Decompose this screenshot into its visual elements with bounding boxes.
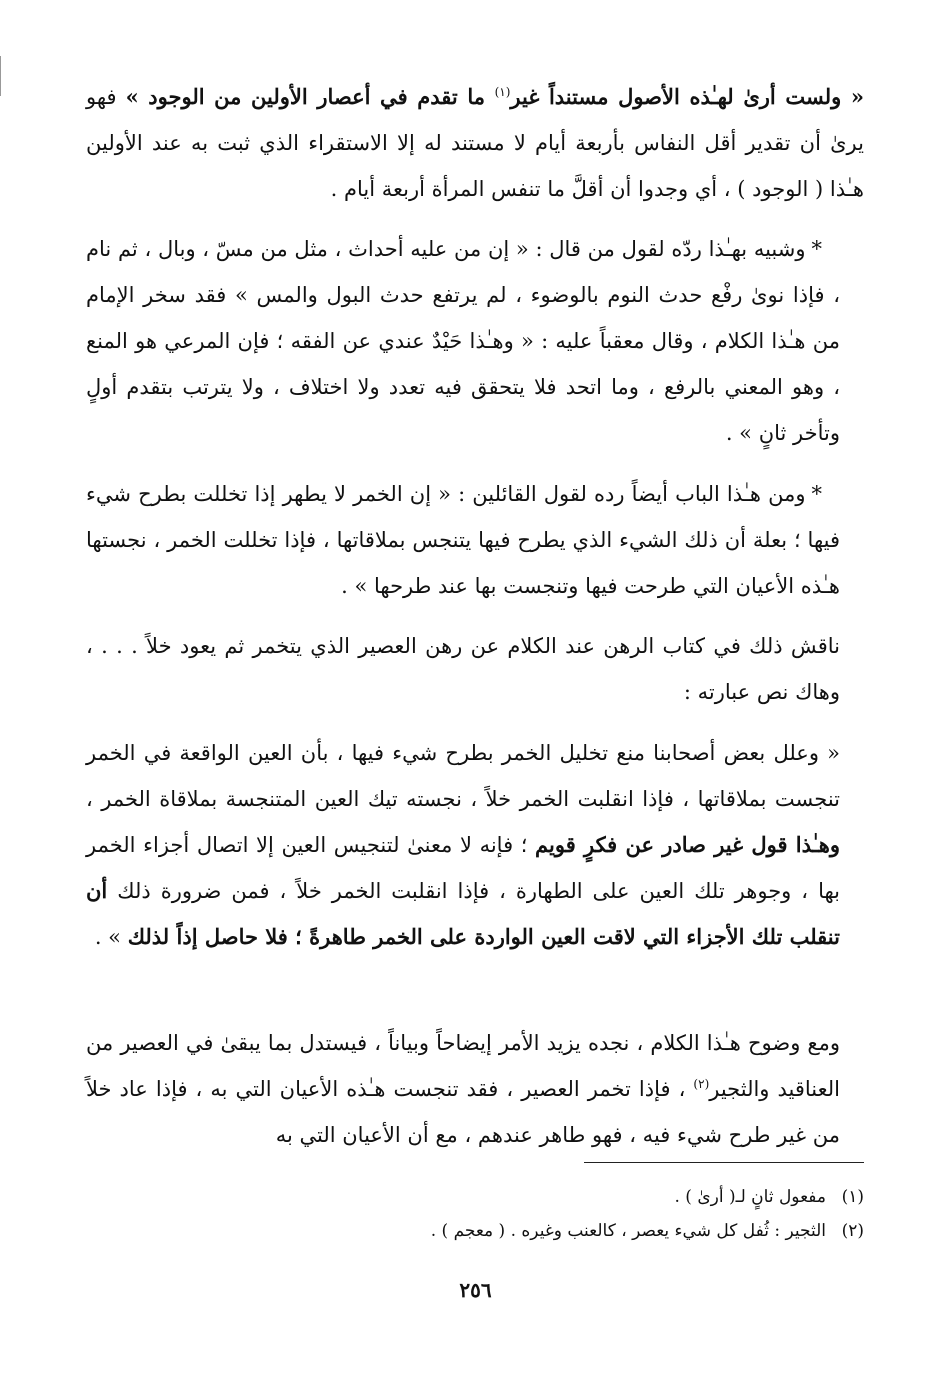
paragraph-5-text — [86, 730, 864, 960]
quote-bold-mid: ما تقدم في أعصار الأولين من الوجود » — [125, 84, 495, 109]
paragraph-4 — [86, 623, 864, 715]
asterisk-bullet-icon: * — [811, 237, 822, 261]
footnote-2-text: الثجير : ثُفل كل شيء يعصر ، كالعنب وغيره . ( معجم ) . — [430, 1221, 826, 1241]
quote-bold-lead: « ولست أرىٰ لهـٰذه الأصول مستنداً غير — [510, 84, 864, 109]
paragraph-5-part-2: ؛ فإنه لا معنىٰ لتنجيس العين إلا اتصال أجزاء الخمر بها ، وجوهر تلك العين على الطهارة ، فإذا انقلبت الخمر خلاً ، فمن ضرورة ذلك — [86, 833, 840, 903]
paragraph-6-text — [86, 1020, 864, 1158]
asterisk-bullet-icon: * — [811, 482, 822, 506]
paragraph-3-body: ومن هـٰذا الباب أيضاً رده لقول القائلين : « إن الخمر لا يطهر إذا تخللت بطرح شيء فيها ؛ بعلة أن ذلك الشيء الذي يطرح فيها يتنجس بملاقاتها ، فإذا تخللت الخمر ، نجستها هـٰذه الأعيان التي طرحت فيها وتنجست بها عند طرحها » . — [86, 482, 840, 598]
paragraph-1-text — [86, 74, 864, 212]
paragraph-2-body: وشبيه بهـٰذا ردّه لقول من قال : « إن من عليه أحداث ، مثل من مسّ ، وبال ، ثم نام ، فإذا نوىٰ رفْع حدث النوم بالوضوء ، لم يرتفع حدث البول والمس » فقد سخر الإمام من هـٰذا الكلام ، وقال معقباً عليه : « وهـٰذا حَيْدٌ عندي عن الفقه ؛ فإن المرعي هو المنع ، وهو المعني بالرفع ، وما اتحد فلا يتحقق فيه تعدد ولا اختلاف ، ولا يترتب بتقدم أولٍ وتأخر ثانٍ » . — [86, 237, 840, 445]
paragraph-6-part-1: ومع وضوح هـٰذا الكلام ، نجده يزيد الأمر إيضاحاً وبياناً ، فيستدل بما يبقىٰ في العصير من العناقيد والثجير — [86, 1031, 840, 1101]
paragraph-1-rest: فهو يرىٰ أن تقدير أقل النفاس بأربعة أيام لا مستند له إلا الاستقراء الذي ثبت به عند الأولين هـٰذا ( الوجود ) ، أي وجدوا أن أقلَّ ما تنفس المرأة أربعة أيام . — [86, 85, 864, 201]
footnote-1-text: مفعول ثانٍ لـ( أرىٰ ) . — [674, 1187, 826, 1207]
footnote-divider — [584, 1162, 864, 1163]
paragraph-6 — [86, 1020, 864, 1158]
footnote-ref-2[interactable]: (٢) — [693, 1077, 710, 1091]
paragraph-6-part-2: ، فإذا تخمر العصير ، فقد تنجست هـٰذه الأعيان التي به ، فإذا عاد خلاً من غير طرح شيء فيه ، فهو طاهر عندهم ، مع أن الأعيان التي به — [86, 1077, 840, 1147]
footnote-2-number: (٢) — [841, 1221, 864, 1241]
paragraph-2-text — [86, 226, 864, 456]
paragraph-3-text — [86, 471, 864, 609]
footnote-1-number: (١) — [841, 1187, 864, 1207]
footnote-1 — [300, 1180, 864, 1214]
scan-edge-mark — [0, 56, 1, 96]
paragraph-1 — [86, 74, 864, 212]
footnote-2 — [300, 1214, 864, 1248]
paragraph-2 — [86, 226, 864, 456]
page-number: ٢٥٦ — [459, 1278, 492, 1302]
footnote-ref-1[interactable]: (١) — [494, 85, 511, 99]
paragraph-3 — [86, 471, 864, 609]
paragraph-5-bold-2: أن تنقلب تلك الأجزاء التي لاقت العين الواردة على الخمر طاهرةً ؛ فلا حاصل إذاً لذلك — [86, 878, 840, 949]
paragraph-5-bold-1: وهـٰذا قول غير صادر عن فكرٍ قويم — [535, 832, 841, 857]
footnotes — [300, 1180, 864, 1248]
paragraph-5-part-3: » . — [94, 925, 128, 949]
paragraph-5 — [86, 730, 864, 960]
paragraph-5-part-1: « وعلل بعض أصحابنا منع تخليل الخمر بطرح شيء فيها ، بأن العين الواقعة في الخمر تنجست بملاقاتها ، فإذا انقلبت الخمر خلاً ، نجسته تيك العين المتنجسة بملاقاة الخمر ، — [86, 741, 840, 811]
paragraph-4-text: ناقش ذلك في كتاب الرهن عند الكلام عن رهن العصير الذي يتخمر ثم يعود خلاً . . . ، وهاك نص عبارته : — [86, 634, 840, 704]
